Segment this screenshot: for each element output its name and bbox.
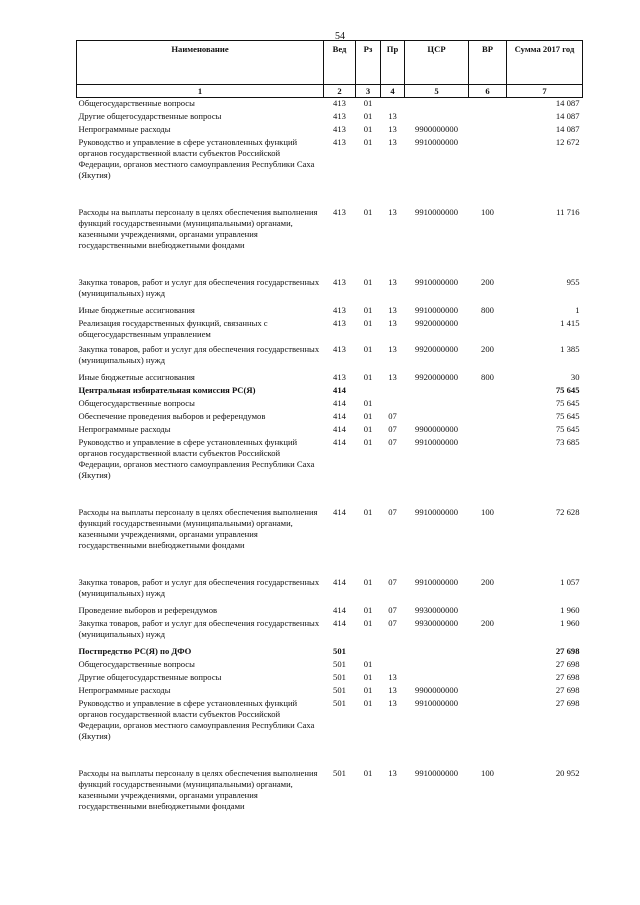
row-vr: 200 xyxy=(481,344,494,354)
row-sum: 27 698 xyxy=(555,646,580,656)
row-pr xyxy=(381,659,405,672)
row-rz: 01 xyxy=(363,344,373,354)
row-name: Закупка товаров, работ и услуг для обеспечения государственных (муниципальных) нужд xyxy=(78,577,320,598)
row-rz: 01 xyxy=(363,698,373,708)
row-rz: 01 xyxy=(363,277,373,287)
row-ved: 413 xyxy=(333,305,346,315)
row-name: Проведение выборов и референдумов xyxy=(78,605,218,615)
row-sum: 11 716 xyxy=(556,207,580,217)
row-vr xyxy=(469,137,507,207)
row-vr xyxy=(469,385,507,398)
row-pr: 07 xyxy=(388,424,397,434)
column-header-vr: ВР xyxy=(469,41,507,85)
table-row xyxy=(77,385,583,398)
row-vr xyxy=(469,111,507,124)
row-sum: 955 xyxy=(566,277,580,287)
row-pr: 07 xyxy=(388,411,397,421)
row-name: Обеспечение проведения выборов и референдумов xyxy=(78,411,266,421)
row-rz: 01 xyxy=(363,659,373,669)
column-header-rz: Рз xyxy=(356,41,381,85)
row-pr: 13 xyxy=(388,685,397,695)
table-row xyxy=(77,98,583,112)
row-ved: 501 xyxy=(333,659,346,669)
row-rz: 01 xyxy=(363,768,373,778)
row-pr: 13 xyxy=(388,207,397,217)
row-rz: 01 xyxy=(363,207,373,217)
row-ved: 413 xyxy=(333,98,346,108)
row-pr xyxy=(381,646,405,659)
table-row xyxy=(77,437,583,507)
row-csr xyxy=(405,111,469,124)
table-header-row xyxy=(77,41,583,85)
row-csr: 9900000000 xyxy=(415,124,458,134)
column-number: 6 xyxy=(469,85,507,98)
row-rz: 01 xyxy=(363,137,373,147)
row-pr: 13 xyxy=(388,111,397,121)
row-name: Закупка товаров, работ и услуг для обеспечения государственных (муниципальных) нужд xyxy=(78,344,320,365)
row-vr: 800 xyxy=(481,305,494,315)
row-sum: 30 xyxy=(570,372,580,382)
row-rz: 01 xyxy=(363,398,373,408)
row-sum: 27 698 xyxy=(555,672,580,682)
row-name: Расходы на выплаты персоналу в целях обеспечения выполнения функций государственными (муниципальными) органами, казенными учреждениями, органами управления государственными внебюджетными фондами xyxy=(78,207,318,250)
row-vr xyxy=(469,124,507,137)
row-name: Непрограммные расходы xyxy=(78,124,171,134)
row-vr: 200 xyxy=(481,277,494,287)
table-row xyxy=(77,111,583,124)
row-ved: 414 xyxy=(333,424,346,434)
row-vr: 800 xyxy=(481,372,494,382)
row-vr: 200 xyxy=(481,618,494,628)
row-csr: 9910000000 xyxy=(415,698,458,708)
row-ved: 501 xyxy=(333,672,346,682)
table-row xyxy=(77,672,583,685)
row-sum: 1 385 xyxy=(560,344,580,354)
row-rz xyxy=(356,385,381,398)
row-name: Руководство и управление в сфере установленных функций органов государственной власти субъектов Российской Федерации, органов местного самоуправления Республики Саха (Якутия) xyxy=(78,437,315,480)
row-pr: 13 xyxy=(388,372,397,382)
row-name: Расходы на выплаты персоналу в целях обеспечения выполнения функций государственными (муниципальными) органами, казенными учреждениями, органами управления государственными внебюджетными фондами xyxy=(78,768,318,811)
row-ved: 413 xyxy=(333,111,346,121)
row-csr xyxy=(405,98,469,112)
row-rz: 01 xyxy=(363,372,373,382)
row-ved: 414 xyxy=(333,507,346,517)
row-pr: 07 xyxy=(388,437,397,447)
row-ved: 413 xyxy=(333,277,346,287)
row-sum: 75 645 xyxy=(555,411,580,421)
row-vr xyxy=(469,698,507,768)
table-row xyxy=(77,659,583,672)
row-rz: 01 xyxy=(363,577,373,587)
row-vr xyxy=(469,605,507,618)
row-csr xyxy=(405,672,469,685)
row-pr: 13 xyxy=(388,124,397,134)
row-sum: 1 960 xyxy=(560,605,580,615)
row-vr xyxy=(469,98,507,112)
column-number: 2 xyxy=(324,85,356,98)
row-vr xyxy=(469,685,507,698)
row-vr: 200 xyxy=(481,577,494,587)
row-name: Другие общегосударственные вопросы xyxy=(78,111,222,121)
table-row xyxy=(77,768,583,828)
table-row xyxy=(77,318,583,344)
row-csr: 9910000000 xyxy=(415,305,458,315)
row-vr xyxy=(469,398,507,411)
row-ved: 413 xyxy=(333,344,346,354)
column-header-sum: Сумма 2017 год xyxy=(507,41,583,85)
row-name: Центральная избирательная комиссия РС(Я) xyxy=(78,385,256,395)
table-row xyxy=(77,577,583,605)
row-rz: 01 xyxy=(363,507,373,517)
row-csr: 9910000000 xyxy=(415,577,458,587)
row-rz: 01 xyxy=(363,605,373,615)
row-csr xyxy=(405,398,469,411)
row-name: Иные бюджетные ассигнования xyxy=(78,372,195,382)
row-vr xyxy=(469,646,507,659)
table-row xyxy=(77,124,583,137)
column-number: 7 xyxy=(507,85,583,98)
row-vr: 100 xyxy=(481,207,494,217)
table-row xyxy=(77,372,583,385)
row-csr xyxy=(405,385,469,398)
row-name: Общегосударственные вопросы xyxy=(78,398,195,408)
row-vr xyxy=(469,672,507,685)
row-pr: 13 xyxy=(388,768,397,778)
row-pr: 07 xyxy=(388,605,397,615)
row-sum: 1 xyxy=(575,305,580,315)
table-row xyxy=(77,698,583,768)
row-pr: 13 xyxy=(388,318,397,328)
table-row xyxy=(77,605,583,618)
table-row xyxy=(77,305,583,318)
row-ved: 413 xyxy=(333,372,346,382)
row-csr: 9930000000 xyxy=(415,605,458,615)
row-vr xyxy=(469,424,507,437)
row-pr: 07 xyxy=(388,618,397,628)
row-name: Общегосударственные вопросы xyxy=(78,659,195,669)
row-name: Непрограммные расходы xyxy=(78,424,171,434)
column-number-row xyxy=(77,85,583,98)
row-sum: 75 645 xyxy=(555,385,580,395)
row-sum: 1 415 xyxy=(560,318,580,328)
row-sum: 12 672 xyxy=(555,137,580,147)
row-ved: 413 xyxy=(333,318,346,328)
row-rz: 01 xyxy=(363,437,373,447)
row-name: Закупка товаров, работ и услуг для обеспечения государственных (муниципальных) нужд xyxy=(78,277,320,298)
row-sum: 73 685 xyxy=(555,437,580,447)
row-vr: 100 xyxy=(481,507,494,517)
row-rz: 01 xyxy=(363,411,373,421)
column-number: 3 xyxy=(356,85,381,98)
row-ved: 501 xyxy=(333,685,346,695)
page-number: 54 xyxy=(335,31,345,42)
row-csr: 9920000000 xyxy=(415,318,458,328)
row-vr xyxy=(469,659,507,672)
table-row xyxy=(77,137,583,207)
row-pr: 13 xyxy=(388,344,397,354)
column-number: 5 xyxy=(405,85,469,98)
row-csr: 9900000000 xyxy=(415,685,458,695)
row-vr: 100 xyxy=(481,768,494,778)
row-ved: 413 xyxy=(333,207,346,217)
table-row xyxy=(77,618,583,646)
table-row xyxy=(77,424,583,437)
row-vr xyxy=(469,411,507,424)
column-header-pr: Пр xyxy=(381,41,405,85)
budget-table xyxy=(76,40,583,828)
row-ved: 414 xyxy=(333,411,346,421)
table-row xyxy=(77,207,583,277)
row-name: Расходы на выплаты персоналу в целях обеспечения выполнения функций государственными (муниципальными) органами, казенными учреждениями, органами управления государственными внебюджетными фондами xyxy=(78,507,318,550)
row-name: Непрограммные расходы xyxy=(78,685,171,695)
column-header-name: Наименование xyxy=(77,41,324,85)
row-csr: 9900000000 xyxy=(415,424,458,434)
row-pr: 07 xyxy=(388,577,397,587)
row-ved: 414 xyxy=(333,605,346,615)
table-row xyxy=(77,507,583,577)
row-name: Реализация государственных функций, связанных с общегосударственным управлением xyxy=(78,318,268,339)
row-rz: 01 xyxy=(363,124,373,134)
row-sum: 14 087 xyxy=(555,111,580,121)
row-name: Руководство и управление в сфере установленных функций органов государственной власти субъектов Российской Федерации, органов местного самоуправления Республики Саха (Якутия) xyxy=(78,137,315,180)
row-ved: 501 xyxy=(333,768,346,778)
row-pr xyxy=(381,398,405,411)
row-csr xyxy=(405,646,469,659)
row-name: Другие общегосударственные вопросы xyxy=(78,672,222,682)
row-sum: 20 952 xyxy=(555,768,580,778)
row-ved: 414 xyxy=(333,398,346,408)
row-name: Руководство и управление в сфере установленных функций органов государственной власти субъектов Российской Федерации, органов местного самоуправления Республики Саха (Якутия) xyxy=(78,698,315,741)
column-number: 1 xyxy=(77,85,324,98)
row-sum: 27 698 xyxy=(555,685,580,695)
row-sum: 14 087 xyxy=(555,98,580,108)
row-rz: 01 xyxy=(363,424,373,434)
table-row xyxy=(77,277,583,305)
row-vr xyxy=(469,437,507,507)
row-pr: 13 xyxy=(388,698,397,708)
row-sum: 27 698 xyxy=(555,659,580,669)
row-csr: 9930000000 xyxy=(415,618,458,628)
row-name: Иные бюджетные ассигнования xyxy=(78,305,195,315)
row-name: Закупка товаров, работ и услуг для обеспечения государственных (муниципальных) нужд xyxy=(78,618,320,639)
row-rz: 01 xyxy=(363,618,373,628)
row-rz xyxy=(356,646,381,659)
row-sum: 75 645 xyxy=(555,398,580,408)
row-csr: 9910000000 xyxy=(415,137,458,147)
row-sum: 1 057 xyxy=(560,577,580,587)
row-ved: 413 xyxy=(333,137,346,147)
row-pr: 13 xyxy=(388,305,397,315)
row-name: Общегосударственные вопросы xyxy=(78,98,195,108)
row-csr: 9910000000 xyxy=(415,277,458,287)
row-sum: 14 087 xyxy=(555,124,580,134)
column-header-ved: Вед xyxy=(324,41,356,85)
row-csr xyxy=(405,659,469,672)
row-csr xyxy=(405,411,469,424)
row-pr xyxy=(381,385,405,398)
row-csr: 9910000000 xyxy=(415,768,458,778)
row-pr xyxy=(381,98,405,112)
row-pr: 13 xyxy=(388,137,397,147)
row-sum: 75 645 xyxy=(555,424,580,434)
row-ved: 501 xyxy=(333,698,346,708)
table-row xyxy=(77,344,583,372)
row-csr: 9910000000 xyxy=(415,437,458,447)
row-pr: 07 xyxy=(388,507,397,517)
row-ved: 414 xyxy=(333,618,346,628)
row-csr: 9920000000 xyxy=(415,344,458,354)
table-row xyxy=(77,685,583,698)
row-pr: 13 xyxy=(388,672,397,682)
column-header-csr: ЦСР xyxy=(405,41,469,85)
row-ved: 413 xyxy=(333,124,346,134)
row-ved: 414 xyxy=(333,437,346,447)
row-sum: 27 698 xyxy=(555,698,580,708)
row-rz: 01 xyxy=(363,111,373,121)
table-row xyxy=(77,646,583,659)
row-csr: 9920000000 xyxy=(415,372,458,382)
row-ved: 501 xyxy=(333,646,346,656)
row-name: Постпредство РС(Я) по ДФО xyxy=(78,646,192,656)
row-sum: 1 960 xyxy=(560,618,580,628)
column-number: 4 xyxy=(381,85,405,98)
row-ved: 414 xyxy=(333,577,346,587)
table-body xyxy=(77,98,583,829)
row-csr: 9910000000 xyxy=(415,207,458,217)
row-rz: 01 xyxy=(363,685,373,695)
row-ved: 414 xyxy=(333,385,346,395)
row-sum: 72 628 xyxy=(555,507,580,517)
row-rz: 01 xyxy=(363,672,373,682)
row-rz: 01 xyxy=(363,98,373,108)
table-row xyxy=(77,398,583,411)
row-pr: 13 xyxy=(388,277,397,287)
row-rz: 01 xyxy=(363,305,373,315)
row-csr: 9910000000 xyxy=(415,507,458,517)
row-vr xyxy=(469,318,507,344)
row-rz: 01 xyxy=(363,318,373,328)
table-row xyxy=(77,411,583,424)
